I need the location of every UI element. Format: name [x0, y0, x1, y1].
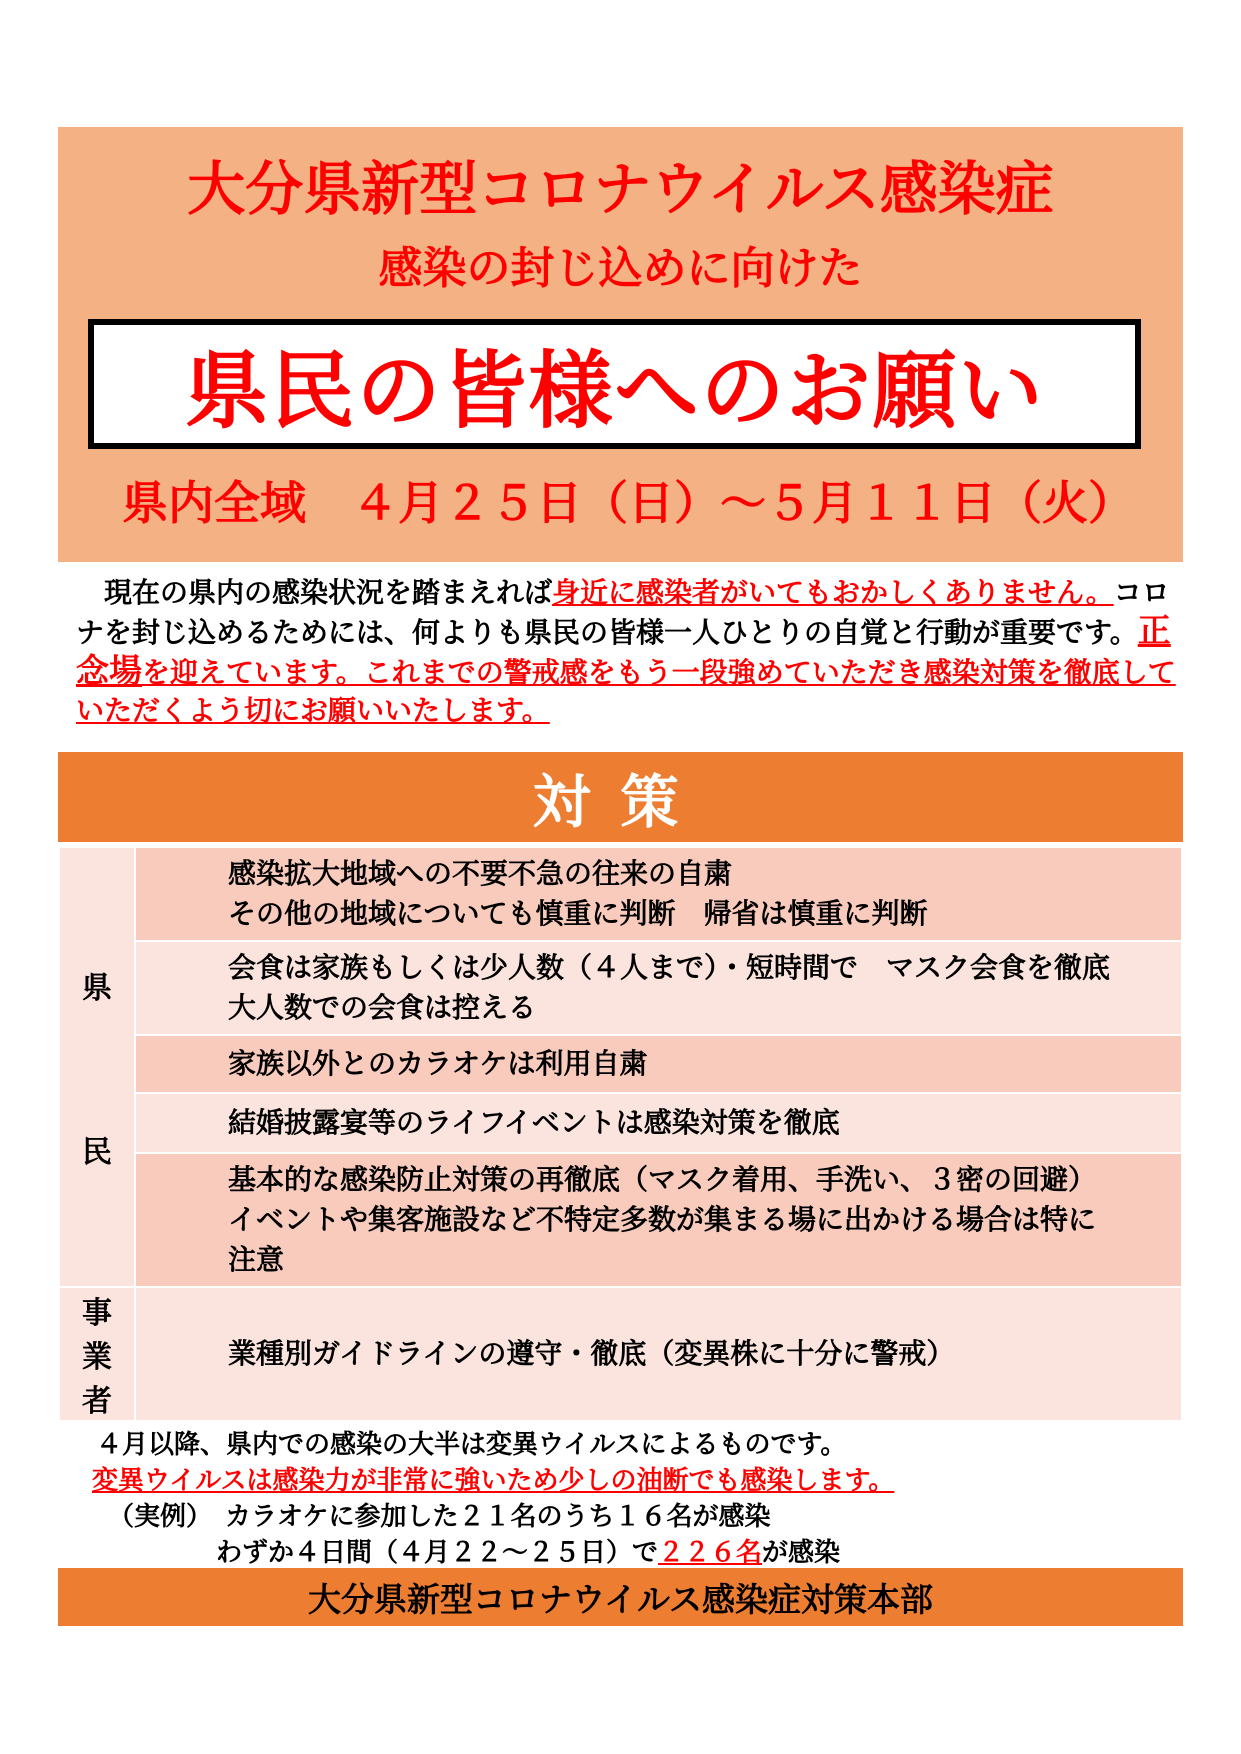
note-line4-text: わずか４日間（４月２２～２５日）で	[216, 1538, 659, 1568]
intro-text-1: 現在の県内の感染状況を踏まえれば	[76, 576, 553, 609]
title-line1: 大分県新型コロナウイルス感染症	[187, 155, 1054, 223]
title-line2: 感染の封じ込めに向けた	[378, 243, 863, 294]
measure-row	[135, 1153, 1182, 1287]
footer-text: 大分県新型コロナウイルス感染症対策本部	[307, 1579, 934, 1619]
measure-row	[135, 847, 1182, 941]
measures-table	[58, 846, 1183, 1422]
measure-row-line: 結婚披露宴等のライフイベントは感染対策を徹底	[228, 1106, 840, 1139]
note-line4	[216, 1535, 1196, 1571]
intro-text-request: を迎えています。これまでの警戒感をもう一段強めていただき感染対策を徹底していただくよう切にお願いいたします。	[76, 656, 1176, 727]
category-residents-char1: 県	[82, 971, 112, 1006]
business-measure-row	[135, 1287, 1182, 1421]
measure-row	[135, 1093, 1182, 1153]
notes-section	[92, 1427, 1196, 1571]
footer-bar	[58, 1568, 1183, 1626]
measure-row-line: 大人数での会食は控える	[228, 991, 537, 1024]
measure-row-line: イベントや集客施設など不特定多数が集まる場に出かける場合は特に	[228, 1203, 1097, 1236]
measure-row-line: 家族以外とのカラオケは利用自粛	[228, 1047, 648, 1080]
measure-row-line: 感染拡大地域への不要不急の往来の自粛	[228, 857, 733, 890]
main-title: 県民の皆様へのお願い	[184, 341, 1045, 440]
category-business-char1: 事	[82, 1296, 112, 1331]
category-residents-char2: 民	[82, 1135, 112, 1170]
note-line1: ４月以降、県内での感染の大半は変異ウイルスによるものです。	[96, 1430, 847, 1460]
intro-text-3: コロナを封じ込めるためには、何よりも県民の皆様一人ひとりの自覚と行動が重要です。	[76, 576, 1170, 649]
measure-row-line: 会食は家族もしくは少人数（４人まで）・短時間で マスク会食を徹底	[228, 951, 1111, 984]
note-line3-example: （実例） カラオケに参加した２１名のうち１６名が感染	[108, 1502, 771, 1532]
measure-row-line: その他の地域についても慎重に判断 帰省は慎重に判断	[228, 897, 928, 930]
main-title-box	[88, 319, 1141, 449]
measures-heading: 対策	[58, 752, 1183, 842]
note-line4-suffix: が感染	[762, 1538, 841, 1568]
intro-text-warning: 身近に感染者がいてもおかしくありません。	[552, 576, 1114, 609]
measure-row-line: 基本的な感染防止対策の再徹底（マスク着用、手洗い、３密の回避）	[228, 1163, 1097, 1196]
measure-row	[135, 1035, 1182, 1093]
category-business	[59, 1287, 135, 1421]
intro-text-critical: 正念場	[76, 611, 1171, 690]
intro-paragraph	[76, 574, 1176, 730]
measure-row-line: 注意	[228, 1243, 285, 1276]
period-text: 県内全域 ４月２５日（日）～５月１１日（火）	[122, 476, 1134, 530]
header-panel	[58, 127, 1183, 562]
measure-row	[135, 941, 1182, 1035]
note-line4-count: ２２６名	[658, 1538, 763, 1568]
category-business-char2: 業	[82, 1340, 112, 1375]
category-business-char3: 者	[82, 1384, 112, 1419]
business-measure-text: 業種別ガイドラインの遵守・徹底（変異株に十分に警戒）	[228, 1337, 955, 1370]
category-residents	[59, 847, 135, 1287]
note-line2-warning: 変異ウイルスは感染力が非常に強いため少しの油断でも感染します。	[92, 1466, 895, 1496]
